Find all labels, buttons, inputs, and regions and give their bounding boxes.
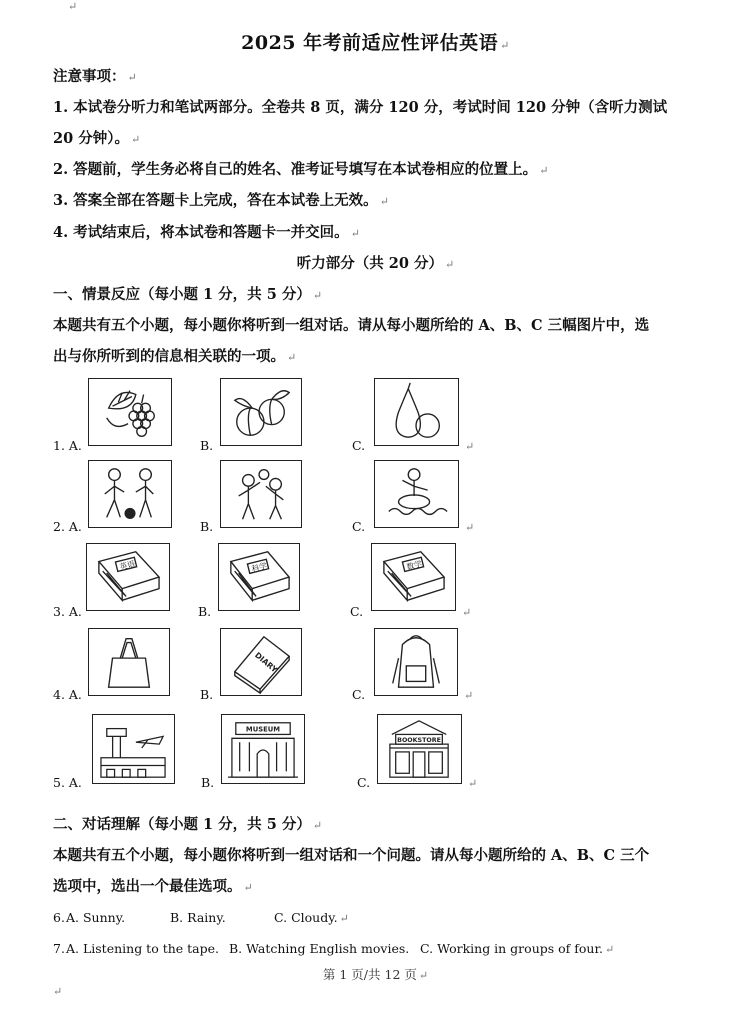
q2-option-c: C.	[352, 519, 366, 534]
section1-instruction-1: 本题共有五个小题，每小题你将听到一组对话。请从每小题所给的 A、B、C 三幅图片中，选	[53, 317, 650, 334]
q1-picture-a-grapes	[88, 378, 172, 446]
q3-picture-c-math-book	[371, 543, 456, 611]
q7-option-c: C. Working in groups of four. ↵	[420, 941, 615, 956]
q2-label: 2. A.	[53, 519, 82, 534]
q1-label: 1. A.	[53, 438, 82, 453]
listening-heading: 听力部分（共 20 分） ↵	[296, 255, 455, 272]
q5-label: 5. A.	[53, 775, 82, 790]
q2-para-mark: ↵	[465, 521, 475, 534]
q5-para-mark: ↵	[468, 777, 478, 790]
page-title: 2025 年考前适应性评估英语 ↵	[241, 32, 510, 54]
q5-picture-c-bookstore	[377, 714, 462, 784]
q4-tag-diary: DIARY	[253, 650, 280, 675]
q4-option-c: C.	[352, 687, 366, 702]
section1-instruction-2: 出与你所听到的信息相关联的一项。 ↵	[53, 348, 297, 365]
q5-option-b: B.	[201, 775, 215, 790]
q3-picture-a-english-book	[86, 543, 170, 611]
q3-option-b: B.	[198, 604, 212, 619]
q2-picture-c-swimming	[374, 460, 459, 528]
notice-item-1-cont: 20 分钟）。 ↵	[53, 130, 141, 147]
q3-tag-english: 英语	[118, 559, 136, 572]
q5-picture-a-airport	[92, 714, 175, 784]
q3-tag-math: 数学	[405, 559, 423, 572]
q1-option-b: B.	[200, 438, 214, 453]
q5-sign-museum: MUSEUM	[245, 725, 281, 734]
notice-item-3: 3. 答案全部在答题卡上完成，答在本试卷上无效。 ↵	[53, 192, 389, 209]
q3-tag-science: 科学	[250, 561, 268, 574]
q1-picture-c-pear	[374, 378, 459, 446]
q7-number: 7.	[53, 941, 65, 956]
q6-option-c: C. Cloudy. ↵	[274, 910, 349, 925]
q2-option-b: B.	[200, 519, 214, 534]
q6-number: 6.	[53, 910, 65, 925]
q7-option-b: B. Watching English movies.	[229, 941, 410, 956]
q6-option-a: A. Sunny.	[66, 910, 126, 925]
q4-picture-a-handbag	[88, 628, 170, 696]
page-footer: 第 1 页/共 12 页 ↵	[322, 967, 429, 982]
q4-picture-c-backpack	[374, 628, 458, 696]
section2-instruction-1: 本题共有五个小题，每小题你将听到一组对话和一个问题。请从每小题所给的 A、B、C 三个	[53, 847, 650, 864]
q4-option-b: B.	[200, 687, 214, 702]
q6-option-b: B. Rainy.	[170, 910, 226, 925]
q5-picture-b-museum	[221, 714, 305, 784]
q3-option-c: C.	[350, 604, 364, 619]
paragraph-mark: ↵	[68, 0, 78, 13]
notice-item-1: 1. 本试卷分听力和笔试两部分。全卷共 8 页，满分 120 分，考试时间 120 分钟（含听力测试	[53, 99, 668, 116]
q5-sign-bookstore: BOOKSTORE	[397, 737, 441, 745]
notice-item-4: 4. 考试结束后，将本试卷和答题卡一并交回。 ↵	[53, 224, 360, 241]
q1-picture-b-peaches	[220, 378, 302, 446]
paragraph-mark-bottom: ↵	[53, 985, 63, 998]
notice-heading: 注意事项： ↵	[53, 68, 137, 85]
section2-instruction-2: 选项中，选出一个最佳选项。 ↵	[53, 878, 253, 895]
q4-label: 4. A.	[53, 687, 82, 702]
section2-heading: 二、对话理解（每小题 1 分，共 5 分） ↵	[53, 816, 323, 833]
q1-para-mark: ↵	[465, 440, 475, 453]
q4-para-mark: ↵	[464, 689, 474, 702]
q1-option-c: C.	[352, 438, 366, 453]
q4-picture-b-diary	[220, 628, 302, 696]
q7-option-a: A. Listening to the tape.	[66, 941, 219, 956]
q5-option-c: C.	[357, 775, 371, 790]
q3-para-mark: ↵	[462, 606, 472, 619]
q2-picture-b-basketball	[220, 460, 302, 528]
notice-item-2: 2. 答题前，学生务必将自己的姓名、准考证号填写在本试卷相应的位置上。 ↵	[53, 161, 549, 178]
q2-picture-a-football	[88, 460, 172, 528]
q3-picture-b-science-book	[218, 543, 300, 611]
section1-heading: 一、情景反应（每小题 1 分，共 5 分） ↵	[53, 286, 323, 303]
q3-label: 3. A.	[53, 604, 82, 619]
